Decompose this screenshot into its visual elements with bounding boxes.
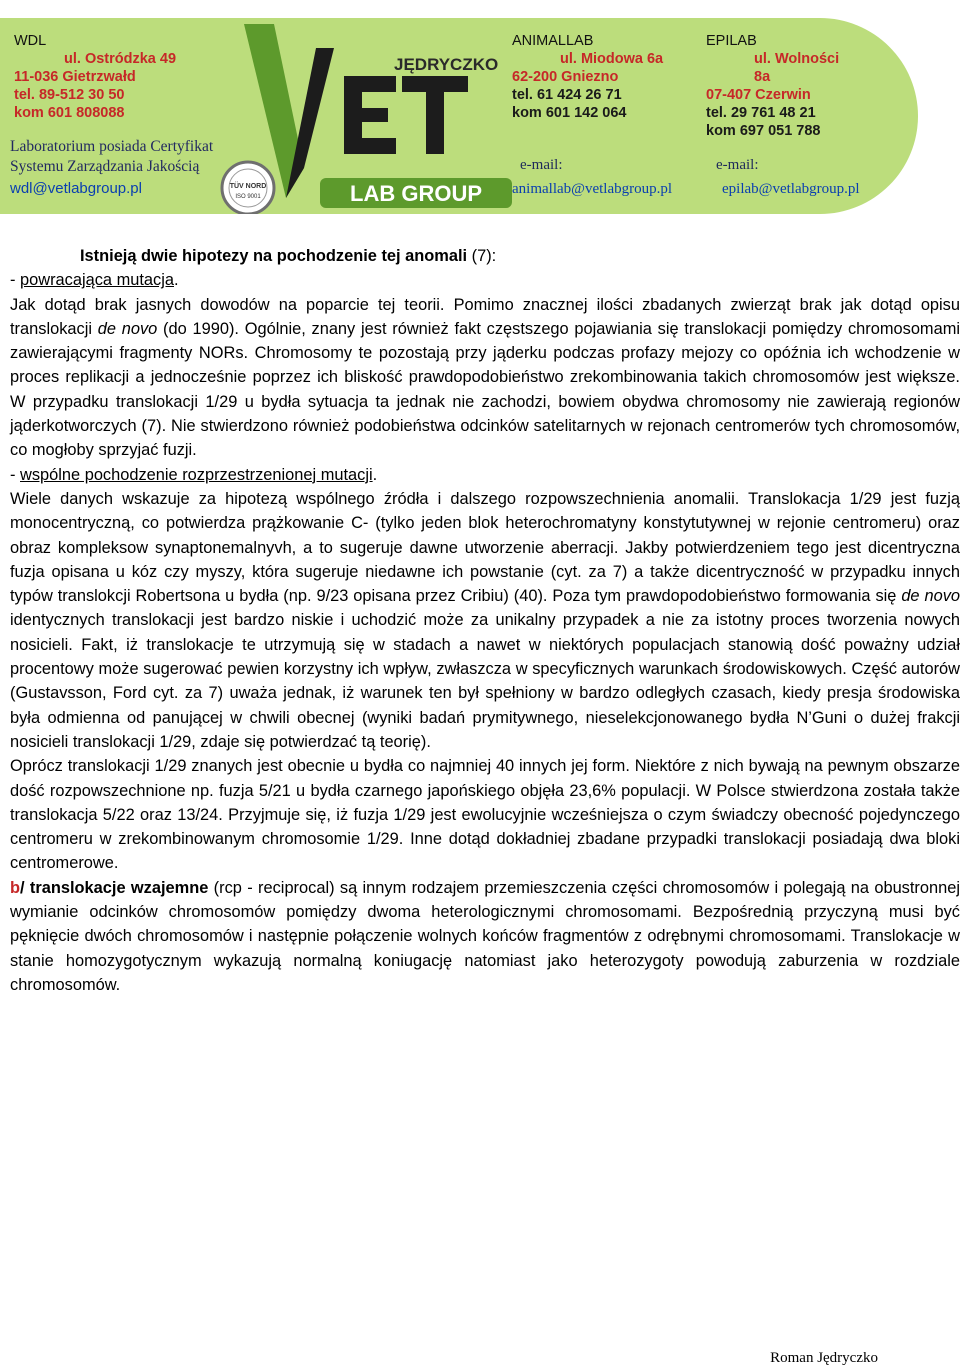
section-slash: /: [20, 878, 30, 897]
epilab-name: EPILAB: [706, 33, 757, 49]
wdl-name: WDL: [14, 33, 47, 49]
hypothesis-2-title: wspólne pochodzenie rozprzestrzenionej mutacji: [20, 465, 373, 484]
hypotheses-heading: Istnieją dwie hipotezy na pochodzenie tej anomali: [80, 247, 468, 265]
wdl-email-link[interactable]: wdl@vetlabgroup.pl: [10, 180, 142, 197]
paragraph-4: Oprócz translokacji 1/29 znanych jest obecnie u bydła co najmniej 40 innych jej form. Niektóre z nich bywają na pewnym obszarze dość rozpowszechnione np. fuzja 5/21 u bydła czarnego japońskiego objęła 23,6% populacji. W Polsce stwierdzona została także translokacja 5/22 oraz 13/24. Przyjmuje się, iż fuzja 1/29 jest ewolucyjnie wcześniejsza o czym świadczy obecność pojedynczego centromeru w zrekombinowanym chromosomie 1/29. Inne dotąd dokładniej zbadane przypadki translokacji posiadają dwa bloki centromerowe.: [10, 757, 960, 873]
paragraph-5-text: (rcp - reciprocal) są innym rodzajem przemieszczenia części chromosomów i polegają na obustronnej wymianie odcinków chromosomów pomiędzy dwoma heterologicznymi chromosomami. Bezpośrednią przyczyną musi być pęknięcie dwóch chromosomów i następnie połączenie wolnych końców fragmentów z odrębnymi chromosomami. Translokacje w stanie homozygotycznym wykazują normalną koniugację natomiast jako heterozygoty powodują zaburzenia w rozdziale chromosomów.: [10, 878, 960, 994]
paragraph-3: [10, 487, 960, 754]
tuv-seal-text: TÜV NORD: [229, 183, 267, 190]
paragraph-5: [10, 876, 960, 997]
animallab-street: ul. Miodowa 6a: [560, 51, 664, 67]
paragraph-3-part-a: Wiele danych wskazuje za hipotezą wspólnego źródła i dalszego rozpowszechnienia anomalii. Translokacja 1/29 jest fuzją monocentryczną, co potwierdza prążkowanie C- (tylko jeden blok heterochromatyny konstytutywnej w rejonie centromeru) oraz obraz kompleksow synaptonemalnyvh, a to sugeruje dawne utworzenie aberracji. Jakby potwierdzeniem tego jest dicentryczna fuzja opisana u kóz czy myszy, która sugeruje niedawne ich powstanie (cyt. za 7) a także dicentryczność w przypadku innych typów translokcji Robertsona u bydła (np. 9/23 opisana przez Cribiu) (40). Poza tym prawdopodobieństwo formowania się: [10, 489, 960, 606]
hypothesis-2-prefix: -: [10, 465, 21, 484]
hypothesis-2: [10, 463, 960, 487]
paragraph-2: [10, 293, 960, 463]
epilab-email-link[interactable]: epilab@vetlabgroup.pl: [722, 181, 860, 197]
cert-line-1: Laboratorium posiada Certyfikat: [10, 138, 214, 155]
epilab-street: ul. Wolności: [754, 51, 840, 67]
animallab-email-link[interactable]: animallab@vetlabgroup.pl: [512, 181, 673, 197]
animallab-tel: tel. 61 424 26 71: [512, 87, 622, 103]
hypothesis-1-title: powracająca mutacja: [20, 271, 174, 290]
tuv-seal-sub: ISO 9001: [235, 194, 261, 200]
wdl-street: ul. Ostródzka 49: [64, 51, 177, 67]
hypotheses-ref: (7):: [467, 247, 497, 265]
author-signature: Roman Jędryczko: [770, 1350, 878, 1366]
wdl-contact: [14, 32, 176, 122]
section-letter: b: [10, 878, 21, 897]
hypothesis-1: [10, 268, 960, 292]
paragraph-2-part-b: (do 1990). Ogólnie, znany jest również fakt częstszego pojawiania się translokacji pomiędzy chromosomami zawierającymi fragmenty NORs. Chromosomy te pozostają przy jąderku podczas profazy mejozy co opóźnia ich wchodzenie w proces replikacji a jednocześnie poprzez ich bliskość prawdopodobieństwo zrekombinowania takich chromosomów jest większe. W przypadku translokacji 1/29 u bydła sytuacja ta jednak nie zachodzi, bowiem obydwa chromosomy nie zawierają regionów jąderkotworczych (7). Nie stwierdzono również podobieństwa odcinków satelitarnych w rejonach centromerów tych chromosomów, co mogłoby sprzyjać fuzji.: [10, 319, 960, 460]
animallab-contact: [512, 32, 663, 122]
hypothesis-2-dot: .: [372, 465, 378, 484]
logo-brand-bottom: LAB GROUP: [350, 181, 482, 206]
vet-lab-group-logo: [216, 18, 516, 214]
animallab-kom: kom 601 142 064: [512, 105, 627, 121]
cert-line-2: Systemu Zarządzania Jakością: [10, 158, 200, 175]
animallab-city: 62-200 Gniezno: [512, 69, 619, 85]
epilab-contact: [706, 32, 839, 140]
epilab-email-label: e-mail:: [716, 157, 759, 173]
paragraph-3-part-b: identycznych translokacji jest bardzo niskie i uchodzić może za unikalny przypadek a nie za istotny proces tworzenia nowych nosicieli. Fakt, iż translokacje te utrzymują się w stadach a nawet w niektórych populacjach stanowią dość poważny udział procentowy może sugerować pewien korzystny ich wpływ, zwłaszcza w specyficznych warunkach środowiskowych. Część autorów (Gustavsson, Ford cyt. za 7) uważa jednak, iż warunek ten był spełniony w bardzo odległych czasach, kiedy presja środowiska była odmienna od panującej w chwili obecnej (wyniki badań prymitywnego, nieselekcjonowanego bydła N’Guni o dużej frakcji nosicieli translokacji 1/29, zdaje się potwierdzać tą teorię).: [10, 611, 960, 751]
article-body: [10, 244, 960, 997]
wdl-kom: kom 601 808088: [14, 105, 125, 121]
paragraph-2-italic: de novo: [97, 319, 158, 338]
hypotheses-intro: [10, 244, 960, 268]
paragraph-3-italic: de novo: [901, 587, 960, 606]
section-term: translokacje wzajemne: [29, 878, 209, 897]
wdl-tel: tel. 89-512 30 50: [14, 87, 125, 103]
hypothesis-1-dot: .: [173, 271, 179, 290]
hypothesis-1-prefix: -: [10, 271, 21, 290]
animallab-name: ANIMALLAB: [512, 33, 594, 49]
epilab-kom: kom 697 051 788: [706, 123, 821, 139]
wdl-city: 11-036 Gietrzwałd: [14, 69, 136, 85]
epilab-city: 07-407 Czerwin: [706, 87, 811, 103]
logo-brand-top: JĘDRYCZKO: [394, 55, 499, 74]
paragraph-2-part-a: Jak dotąd brak jasnych dowodów na poparcie tej teorii. Pomimo znacznej ilości zbadanych zwierząt brak jak dotąd opisu translokacji: [10, 295, 960, 338]
animallab-email-label: e-mail:: [520, 157, 563, 173]
epilab-tel: tel. 29 761 48 21: [706, 105, 816, 121]
epilab-street-number: 8a: [754, 69, 771, 85]
